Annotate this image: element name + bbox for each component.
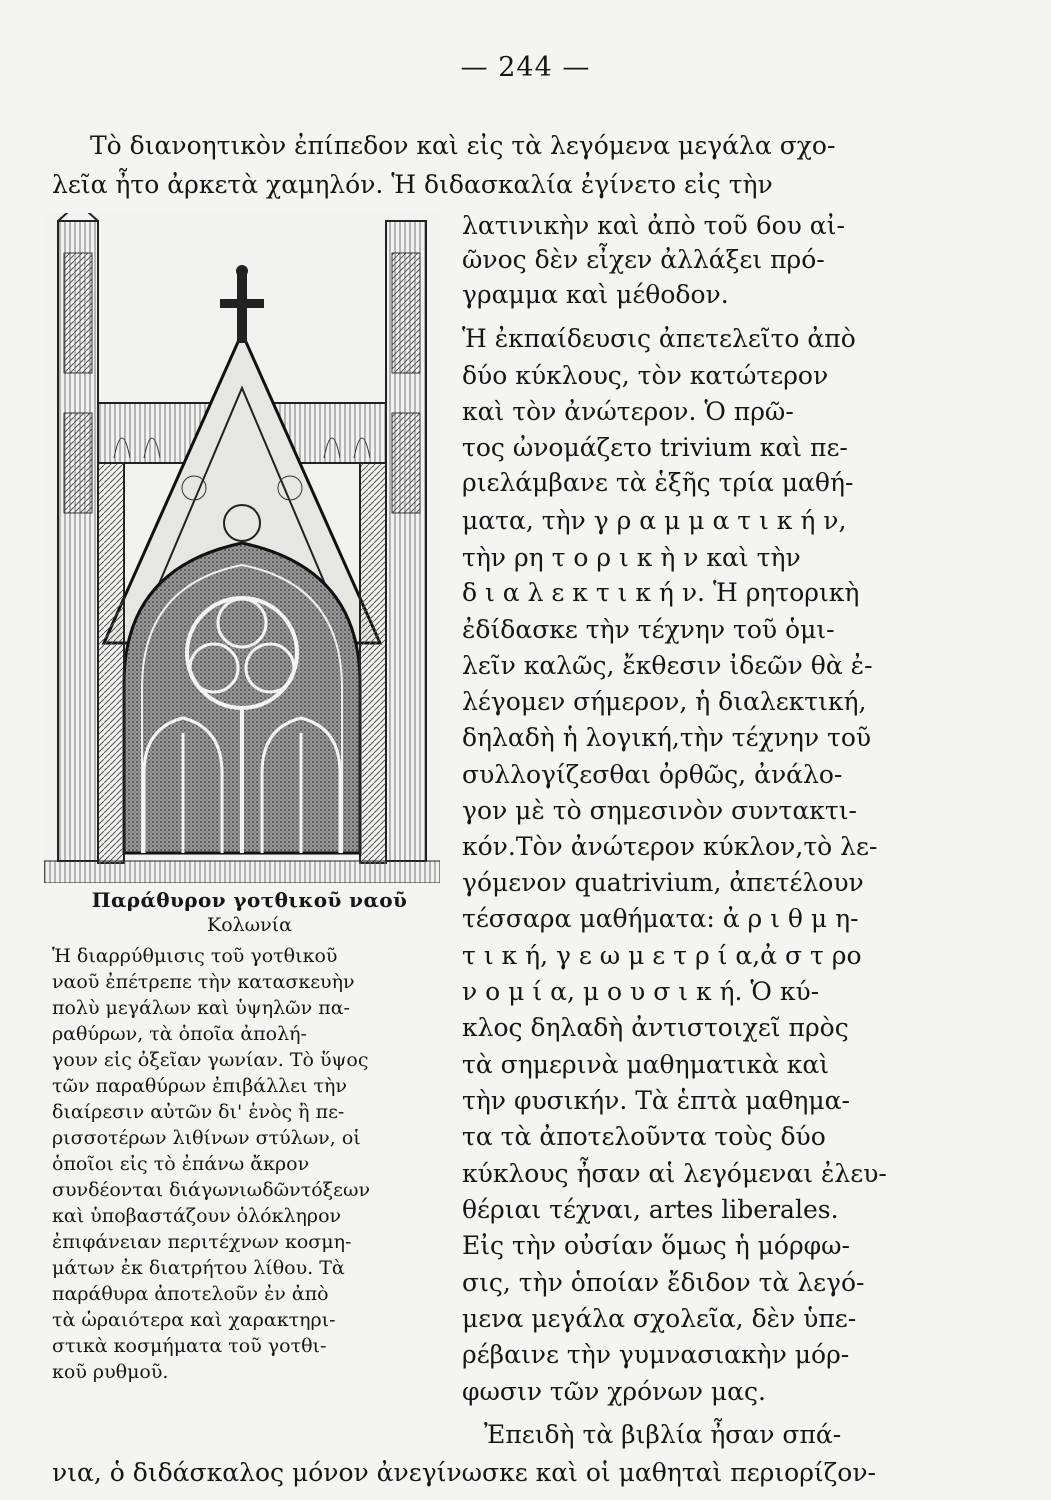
- text-line: ριελάμβανε τὰ ἑξῆς τρία μαθή-: [462, 468, 854, 497]
- caption-line: ναοῦ ἐπέτρεπε τὴν κατασκευὴν: [52, 971, 355, 993]
- caption-line: συνδέονται διάγωνιωδῶντόξεων: [52, 1179, 371, 1201]
- text-line: κόν.Τὸν ἀνώτερον κύκλον,τὸ λε-: [462, 832, 878, 861]
- caption-line: κοῦ ρυθμοῦ.: [52, 1361, 169, 1383]
- text-line: ματα, τὴν γ ρ α μ μ α τ ι κ ή ν,: [462, 506, 847, 535]
- text-line: Ἐπειδὴ τὰ βιβλία ἦσαν σπά-: [484, 1420, 842, 1449]
- text-line: λεῖν καλῶς, ἔκθεσιν ἰδεῶν θὰ ἐ-: [462, 651, 873, 680]
- caption-line: γουν εἰς ὀξεῖαν γωνίαν. Τὸ ὕψος: [52, 1049, 369, 1071]
- caption-line: ἐπιφάνειαν περιτέχνων κοσμη-: [52, 1231, 352, 1253]
- caption-line: στικὰ κοσμήματα τοῦ γοτθι-: [52, 1335, 327, 1357]
- text-line: ρέβαινε τὴν γυμνασιακὴν μόρ-: [462, 1340, 850, 1369]
- caption-line: τὰ ὡραιότερα καὶ χαρακτηρι-: [52, 1309, 336, 1331]
- text-line: λέγομεν σήμερον, ἡ διαλεκτική,: [462, 687, 867, 716]
- caption-line: διαίρεσιν αὐτῶν δι' ἑνὸς ἢ πε-: [52, 1101, 345, 1123]
- text-line: γον μὲ τὸ σημεσινὸν συντακτι-: [462, 796, 857, 825]
- text-line: κλος δηλαδὴ ἀντιστοιχεῖ πρὸς: [462, 1013, 849, 1042]
- figure-title: Παράθυρον γοτθικοῦ ναοῦ: [91, 888, 408, 912]
- caption-line: Ἡ διαρρύθμισις τοῦ γοτθικοῦ: [52, 945, 338, 967]
- text-line: γραμμα καὶ μέθοδον.: [462, 280, 729, 309]
- text-line: ν ο μ ί α, μ ο υ σ ι κ ή. Ὁ κύ-: [462, 977, 820, 1006]
- caption-line: ραθύρων, τὰ ὁποῖα ἀπολή-: [52, 1023, 307, 1045]
- gothic-window-drawing: [44, 213, 440, 883]
- caption-line: ρισσοτέρων λιθίνων στύλων, οἱ: [52, 1127, 361, 1149]
- text-line: νια, ὁ διδάσκαλος μόνον ἀνεγίνωσκε καὶ οἱ μαθηταὶ περιορίζον-: [52, 1458, 876, 1487]
- text-line: τα τὰ ἀποτελοῦντα τοὺς δύο: [462, 1122, 826, 1151]
- text-line: Ἡ ἐκπαίδευσις ἀπετελεῖτο ἀπὸ: [462, 324, 856, 353]
- text-line: ῶνος δὲν εἶχεν ἀλλάξει πρό-: [462, 245, 825, 274]
- text-line: τ ι κ ή, γ ε ω μ ε τ ρ ί α,ἀ σ τ ρο: [462, 941, 862, 970]
- text-line: τὴν ρη τ ο ρ ι κ ὴ ν καὶ τὴν: [462, 543, 801, 572]
- caption-line: ὁποῖοι εἰς τὸ ἐπάνω ἄκρον: [52, 1153, 310, 1175]
- text-line: γόμενον quatrivium, ἀπετέλουν: [462, 868, 864, 897]
- caption-line: μάτων ἐκ διατρήτου λίθου. Τὰ: [52, 1257, 345, 1279]
- text-line: συλλογίζεσθαι ὀρθῶς, ἀνάλο-: [462, 760, 843, 789]
- text-line: δ ι α λ ε κ τ ι κ ή ν. Ἡ ρητορικὴ: [462, 578, 860, 607]
- text-line: Τὸ διανοητικὸν ἐπίπεδον καὶ εἰς τὰ λεγόμενα μεγάλα σχο-: [90, 131, 836, 160]
- caption-line: πολὺ μεγάλων καὶ ὑψηλῶν πα-: [52, 997, 350, 1019]
- text-line: λατινικὴν καὶ ἀπὸ τοῦ 6ου αἰ-: [462, 211, 845, 240]
- caption-line: παράθυρα ἀποτελοῦν ἐν ἀπὸ: [52, 1283, 329, 1305]
- text-line: τὰ σημερινὰ μαθηματικὰ καὶ: [462, 1050, 830, 1079]
- text-line: τὴν φυσικήν. Τὰ ἑπτὰ μαθημα-: [462, 1086, 850, 1115]
- text-line: λεῖα ἦτο ἀρκετὰ χαμηλόν. Ἡ διδασκαλία ἐγίνετο εἰς τὴν: [52, 170, 773, 199]
- gothic-window-illustration: [44, 213, 440, 883]
- text-line: τος ὠνομάζετο trivium καὶ πε-: [462, 433, 848, 462]
- figure-place: Κολωνία: [207, 914, 292, 936]
- text-line: θέριαι τέχναι, artes liberales.: [462, 1195, 839, 1224]
- text-line: ἐδίδασκε τὴν τέχνην τοῦ ὁμι-: [462, 615, 835, 644]
- page-number: — 244 —: [460, 52, 591, 83]
- text-line: κύκλους ἦσαν αἱ λεγόμεναι ἐλευ-: [462, 1159, 887, 1188]
- caption-line: τῶν παραθύρων ἐπιβάλλει τὴν: [52, 1075, 347, 1097]
- text-line: μενα μεγάλα σχολεῖα, δὲν ὑπε-: [462, 1304, 857, 1333]
- text-line: φωσιν τῶν χρόνων μας.: [462, 1377, 766, 1406]
- text-line: καὶ τὸν ἀνώτερον. Ὁ πρῶ-: [462, 397, 794, 426]
- text-line: σις, τὴν ὁποίαν ἔδιδον τὰ λεγό-: [462, 1268, 865, 1297]
- text-line: τέσσαρα μαθήματα: ἀ ρ ι θ μ η-: [462, 904, 859, 933]
- caption-line: καὶ ὑποβαστάζουν ὁλόκληρον: [52, 1205, 342, 1227]
- text-line: Εἰς τὴν οὐσίαν ὅμως ἡ μόρφω-: [462, 1231, 850, 1260]
- text-line: δηλαδὴ ἡ λογική,τὴν τέχνην τοῦ: [462, 723, 872, 752]
- text-line: δύο κύκλους, τὸν κατώτερον: [462, 361, 829, 390]
